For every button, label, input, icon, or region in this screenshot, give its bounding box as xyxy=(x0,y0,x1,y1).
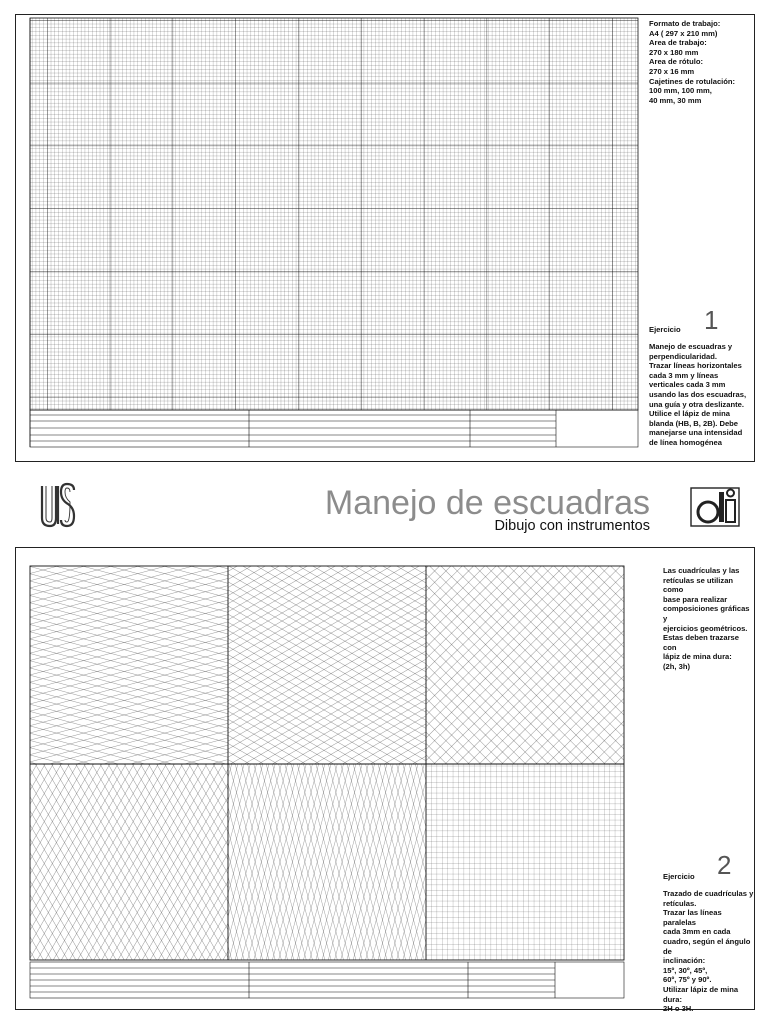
format-note-line: Formato de trabajo: xyxy=(649,19,721,28)
exercise-sheet-1 xyxy=(15,14,755,462)
instruction-line: manejarse una intensidad xyxy=(649,428,743,438)
format-note-line: Area de rótulo: xyxy=(649,57,704,67)
instruction-line: Utilice el lápiz de mina xyxy=(649,409,731,419)
instruction-line: cuadro, según el ángulo de xyxy=(663,936,751,956)
instruction-line: usando las dos escuadras, xyxy=(649,389,747,399)
intro-line: Las cuadrículas y las xyxy=(663,566,740,575)
instruction-line: cada 3mm en cada xyxy=(663,927,731,937)
exercise-number: 1 xyxy=(704,305,719,335)
format-note-line: 270 x 180 mm xyxy=(649,47,699,57)
format-notes xyxy=(649,19,735,105)
di-logo xyxy=(690,484,742,528)
instruction-line: Trazado de cuadrículas y xyxy=(663,889,754,898)
intro-line: base para realizar xyxy=(663,594,728,604)
intro-line: ejercicios geométricos. xyxy=(663,623,748,633)
instruction-line: 2H o 3H. xyxy=(663,1004,694,1014)
instruction-line: Utilizar lápiz de mina dura: xyxy=(663,984,739,1004)
grid-intro-notes xyxy=(663,566,754,672)
instruction-line: Trazar líneas horizontales xyxy=(649,361,742,371)
exercise-instructions xyxy=(649,342,746,448)
exercise-instructions xyxy=(663,889,754,1014)
instruction-line: perpendicularidad. xyxy=(649,351,717,361)
exercise-label: Ejercicio xyxy=(649,325,681,334)
intro-line: Estas deben trazarse con xyxy=(663,633,739,652)
format-note-line: 100 mm, 100 mm, xyxy=(649,86,712,96)
exercise-label: Ejercicio xyxy=(663,872,695,881)
instruction-line: 15º, 30º, 45º, xyxy=(663,965,708,975)
instruction-line: blanda (HB, B, 2B). Debe xyxy=(649,418,739,428)
instruction-line: 60º, 75º y 90º. xyxy=(663,975,712,985)
instruction-line: de línea homogénea xyxy=(649,437,723,447)
instruction-line: verticales cada 3 mm xyxy=(649,380,726,390)
format-note-line: 40 mm, 30 mm xyxy=(649,95,702,105)
instruction-line: Manejo de escuadras y xyxy=(649,342,733,351)
instruction-line: inclinación: xyxy=(663,956,706,966)
title-block-1 xyxy=(30,410,638,447)
grid-panel-90deg xyxy=(426,764,624,960)
intro-line: (2h, 3h) xyxy=(663,661,691,671)
exercise-sheet-2 xyxy=(15,547,755,1014)
grid-drawing-1 xyxy=(16,15,754,461)
instruction-line: Trazar las líneas paralelas xyxy=(663,908,722,927)
format-note-line: A4 ( 297 x 210 mm) xyxy=(649,28,718,38)
intro-line: retículas se utilizan como xyxy=(663,575,734,595)
title-block-2 xyxy=(30,962,624,998)
instruction-line: retículas. xyxy=(663,898,697,908)
instruction-line: una guía y otra deslizante. xyxy=(649,399,744,409)
uis-logo xyxy=(34,480,78,530)
exercise-number: 2 xyxy=(717,850,732,880)
instruction-line: cada 3 mm y líneas xyxy=(649,370,719,380)
format-note-line: Area de trabajo: xyxy=(649,38,707,48)
intro-line: lápiz de mina dura: xyxy=(663,652,732,662)
page-title: Manejo de escuadras xyxy=(324,484,650,522)
format-note-line: Cajetines de rotulación: xyxy=(649,76,736,86)
grid-drawing-2 xyxy=(16,548,754,1009)
intro-line: composiciones gráficas y xyxy=(663,604,750,623)
page-subtitle: Dibujo con instrumentos xyxy=(494,518,650,534)
format-note-line: 270 x 16 mm xyxy=(649,66,695,76)
